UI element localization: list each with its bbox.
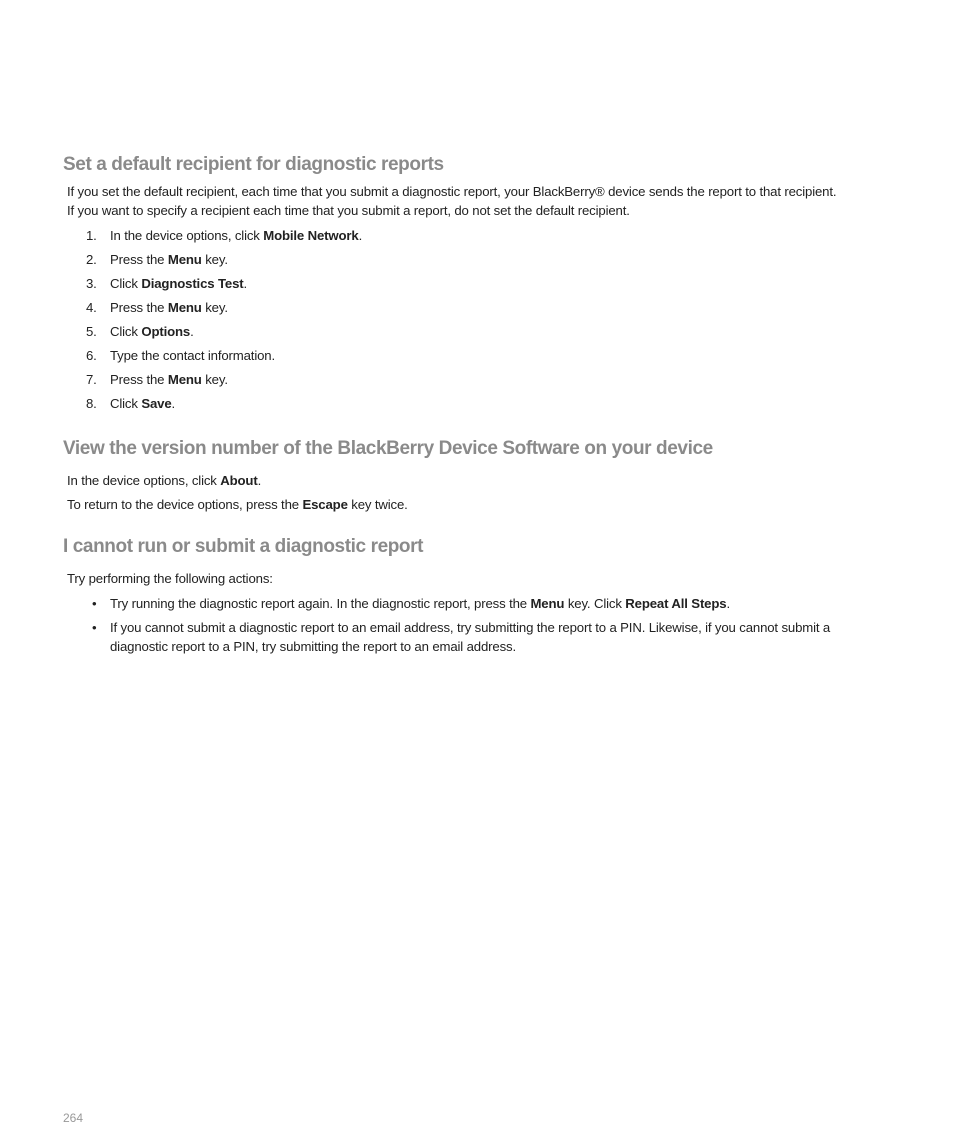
list-item: 7. Press the Menu key.: [86, 372, 228, 387]
section-heading-cannot-run-report: I cannot run or submit a diagnostic report: [63, 536, 424, 557]
list-item: 8. Click Save.: [86, 396, 176, 411]
list-item: • If you cannot submit a diagnostic report to an email address, try submitting the report to a PIN. Likewise, if you cannot submit a diagnostic report to a PIN, try submitting the report to an email address.: [92, 620, 831, 654]
list-item: 6. Type the contact information.: [86, 348, 275, 363]
default-recipient-intro: [67, 182, 907, 220]
section-heading-default-recipient: Set a default recipient for diagnostic reports: [63, 154, 444, 175]
default-recipient-steps: [80, 226, 900, 418]
list-item: 2. Press the Menu key.: [86, 252, 228, 267]
intro-line-1: If you set the default recipient, each time that you submit a diagnostic report, your BlackBerry® device sends the report to that recipient.: [67, 184, 837, 199]
page-number: 264: [63, 1111, 84, 1125]
version-instruction: In the device options, click About.: [67, 473, 262, 488]
section-heading-version-number: View the version number of the BlackBerry Device Software on your device: [63, 438, 713, 459]
list-item: 4. Press the Menu key.: [86, 300, 228, 315]
list-item: 5. Click Options.: [86, 324, 194, 339]
bullet-icon: •: [92, 596, 97, 611]
troubleshoot-intro: Try performing the following actions:: [67, 571, 273, 586]
list-item: 1. In the device options, click Mobile Network.: [86, 228, 363, 243]
list-item: • Try running the diagnostic report again. In the diagnostic report, press the Menu key. Click Repeat All Steps.: [92, 596, 730, 611]
intro-line-2: If you want to specify a recipient each time that you submit a report, do not set the default recipient.: [67, 203, 630, 218]
list-item: 3. Click Diagnostics Test.: [86, 276, 248, 291]
bullet-icon: •: [92, 620, 97, 635]
escape-instruction: To return to the device options, press the Escape key twice.: [67, 497, 408, 512]
troubleshoot-actions: [80, 594, 890, 661]
